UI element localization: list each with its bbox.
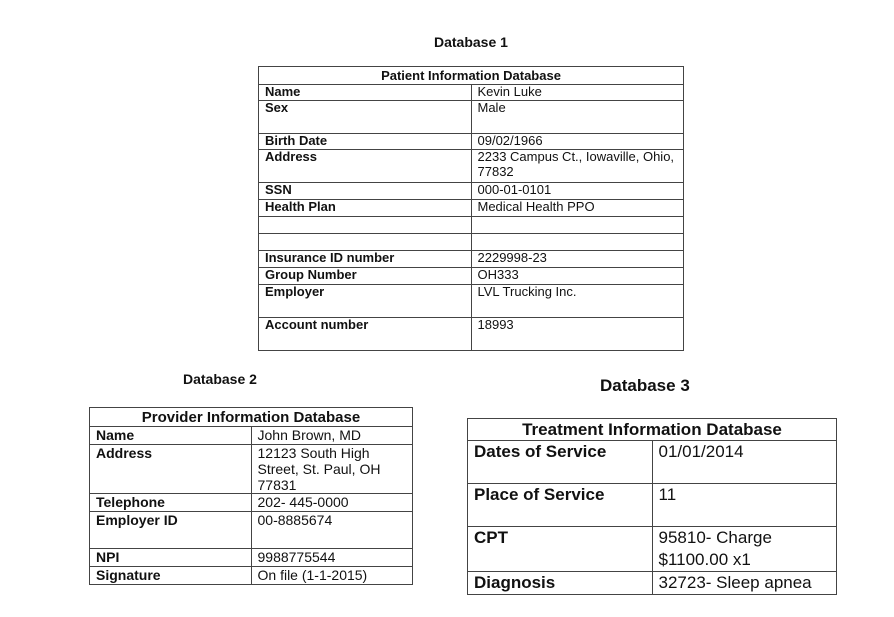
row-label: Name	[259, 85, 472, 101]
table-row	[259, 285, 684, 318]
table-row	[90, 445, 413, 494]
table-row	[468, 441, 837, 484]
row-value	[471, 217, 684, 234]
row-value: 00-8885674	[251, 512, 413, 549]
row-value: 2233 Campus Ct., Iowaville, Ohio, 77832	[471, 150, 684, 183]
database-3-heading: Database 3	[600, 376, 690, 395]
table-header-row	[259, 67, 684, 85]
treatment-information-table	[467, 418, 837, 595]
table-title: Patient Information Database	[259, 67, 684, 85]
row-label: Birth Date	[259, 134, 472, 150]
row-value: On file (1-1-2015)	[251, 567, 413, 585]
table-row	[90, 549, 413, 567]
table-row	[259, 251, 684, 268]
table-header-row	[468, 419, 837, 441]
row-value: 12123 South High Street, St. Paul, OH 77831	[251, 445, 413, 494]
table-row-empty	[259, 234, 684, 251]
row-label: CPT	[468, 527, 653, 572]
row-label: Name	[90, 427, 252, 445]
table-row	[90, 427, 413, 445]
row-value: OH333	[471, 268, 684, 285]
table-header-row	[90, 408, 413, 427]
row-value: 95810- Charge $1100.00 x1	[652, 527, 837, 572]
row-label: Signature	[90, 567, 252, 585]
provider-information-table	[89, 407, 413, 585]
table-row	[90, 567, 413, 585]
row-value: John Brown, MD	[251, 427, 413, 445]
database-1-heading: Database 1	[434, 34, 508, 50]
row-value: 01/01/2014	[652, 441, 837, 484]
row-label: Health Plan	[259, 200, 472, 217]
table-row	[259, 268, 684, 285]
row-value: LVL Trucking Inc.	[471, 285, 684, 318]
table-row	[90, 494, 413, 512]
row-value: 11	[652, 484, 837, 527]
patient-information-table	[258, 66, 684, 351]
table-row	[259, 101, 684, 134]
table-row	[259, 150, 684, 183]
row-value: 32723- Sleep apnea	[652, 572, 837, 595]
row-label: Insurance ID number	[259, 251, 472, 268]
table-row	[259, 85, 684, 101]
row-label: Address	[90, 445, 252, 494]
row-value: 18993	[471, 318, 684, 351]
row-label: Address	[259, 150, 472, 183]
row-value: 000-01-0101	[471, 183, 684, 200]
row-label: SSN	[259, 183, 472, 200]
table-row	[468, 572, 837, 595]
table-row	[90, 512, 413, 549]
row-value: Kevin Luke	[471, 85, 684, 101]
table-row	[468, 484, 837, 527]
row-label: Account number	[259, 318, 472, 351]
table-title: Treatment Information Database	[468, 419, 837, 441]
table-row	[468, 527, 837, 572]
row-label: Dates of Service	[468, 441, 653, 484]
table-row	[259, 134, 684, 150]
row-value: 9988775544	[251, 549, 413, 567]
row-value: Male	[471, 101, 684, 134]
row-label: Sex	[259, 101, 472, 134]
table-title: Provider Information Database	[90, 408, 413, 427]
table-row	[259, 183, 684, 200]
table-row	[259, 318, 684, 351]
row-value	[471, 234, 684, 251]
row-label: Telephone	[90, 494, 252, 512]
row-value: 202- 445-0000	[251, 494, 413, 512]
row-label: Place of Service	[468, 484, 653, 527]
table-row-empty	[259, 217, 684, 234]
row-label: Employer ID	[90, 512, 252, 549]
row-label	[259, 217, 472, 234]
row-label	[259, 234, 472, 251]
row-label: Employer	[259, 285, 472, 318]
table-row	[259, 200, 684, 217]
row-value: 2229998-23	[471, 251, 684, 268]
row-value: Medical Health PPO	[471, 200, 684, 217]
row-value: 09/02/1966	[471, 134, 684, 150]
database-2-heading: Database 2	[183, 371, 257, 387]
row-label: Diagnosis	[468, 572, 653, 595]
row-label: Group Number	[259, 268, 472, 285]
row-label: NPI	[90, 549, 252, 567]
